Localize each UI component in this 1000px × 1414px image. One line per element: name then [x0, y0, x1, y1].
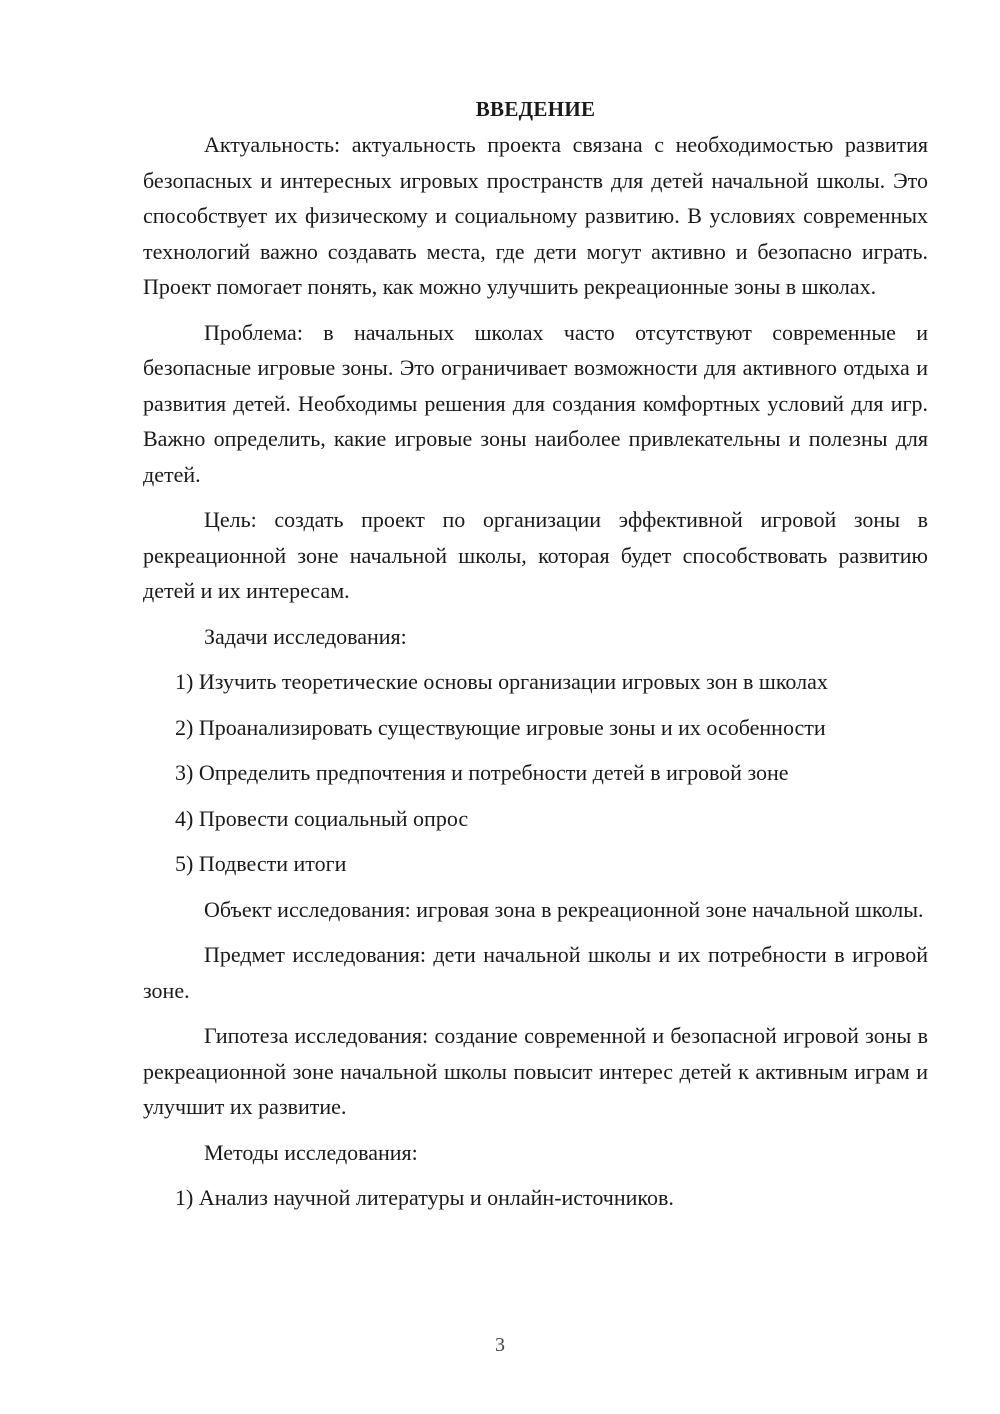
method-item-1: 1) Анализ научной литературы и онлайн-источников. — [175, 1185, 674, 1210]
relevance-paragraph: Актуальность: актуальность проекта связана с необходимостью развития безопасных и интересных игровых пространств для детей начальной школы. Это способствует их физическому и социальному развитию. В условиях современных технологий важно создавать места, где дети могут активно и безопасно играть. Проект помогает понять, как можно улучшить рекреационные зоны в школах. — [143, 132, 928, 299]
tasks-label: Задачи исследования: — [204, 623, 407, 649]
methods-label: Методы исследования: — [204, 1139, 418, 1165]
document-page — [143, 94, 928, 1226]
subject-paragraph: Предмет исследования: дети начальной школы и их потребности в игровой зоне. — [143, 942, 928, 1003]
hypothesis-paragraph: Гипотеза исследования: создание современной и безопасной игровой зоны в рекреационной зоне начальной школы повысит интерес детей к активным играм и улучшит их развитие. — [143, 1023, 928, 1119]
section-heading: ВВЕДЕНИЕ — [475, 97, 596, 121]
page-number: 3 — [495, 1334, 505, 1356]
object-paragraph: Объект исследования: игровая зона в рекреационной зоне начальной школы. — [204, 896, 924, 922]
task-item-1: 1) Изучить теоретические основы организации игровых зон в школах — [175, 669, 828, 694]
goal-paragraph: Цель: создать проект по организации эффективной игровой зоны в рекреационной зоне начальной школы, которая будет способствовать развитию детей и их интересам. — [143, 507, 928, 603]
task-item-3: 3) Определить предпочтения и потребности детей в игровой зоне — [175, 760, 789, 785]
problem-paragraph: Проблема: в начальных школах часто отсутствуют современные и безопасные игровые зоны. Это ограничивает возможности для активного отдыха и развития детей. Необходимы решения для создания комфортных условий для игр. Важно определить, какие игровые зоны наиболее привлекательны и полезны для детей. — [143, 319, 928, 487]
task-item-5: 5) Подвести итоги — [175, 851, 347, 876]
task-item-4: 4) Провести социальный опрос — [175, 805, 469, 831]
task-item-2: 2) Проанализировать существующие игровые зоны и их особенности — [175, 714, 826, 740]
